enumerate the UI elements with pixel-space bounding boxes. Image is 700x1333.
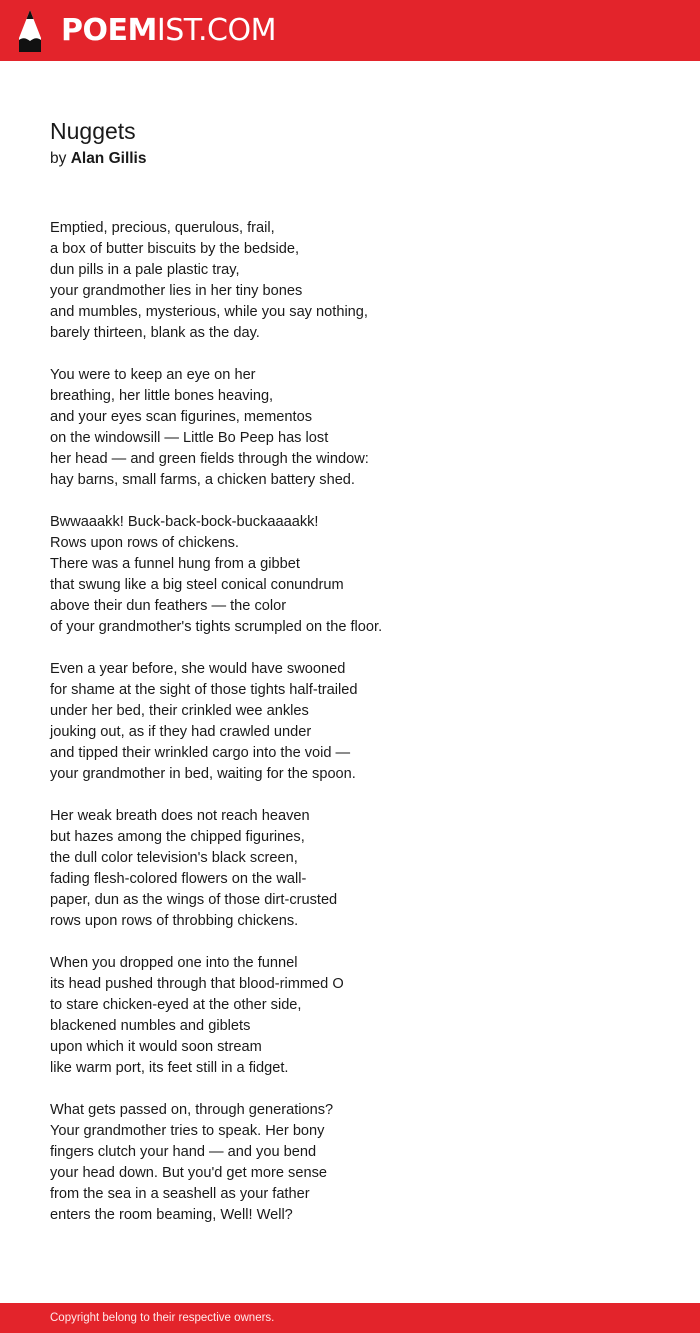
poem-line: from the sea in a seashell as your father <box>50 1186 310 1202</box>
poem-line: dun pills in a pale plastic tray, <box>50 262 240 278</box>
site-brand-name <box>61 13 276 48</box>
poem-line: but hazes among the chipped figurines, <box>50 829 305 845</box>
poem-stanza <box>50 953 670 1079</box>
poem-line: your head down. But you'd get more sense <box>50 1165 327 1181</box>
poem-line: and tipped their wrinkled cargo into the void — <box>50 745 355 761</box>
poem-line: and mumbles, mysterious, while you say nothing, <box>50 304 368 320</box>
poem-line: of your grandmother's tights scrumpled on the floor. <box>50 619 383 635</box>
poem-line: paper, dun as the wings of those dirt-crusted <box>50 892 338 908</box>
poem-line: her head — and green fields through the window: <box>50 451 369 467</box>
poem-line: barely thirteen, blank as the day. <box>50 325 260 341</box>
poem-line: There was a funnel hung from a gibbet <box>50 556 300 572</box>
pencil-logo-icon <box>17 9 43 53</box>
poem-line: Even a year before, she would have swooned <box>50 661 346 677</box>
poem-line: You were to keep an eye on her <box>50 367 256 383</box>
site-logo-link[interactable] <box>17 8 276 54</box>
poem-byline <box>50 148 147 170</box>
poem-line: to stare chicken-eyed at the other side, <box>50 997 302 1013</box>
poem-line: your grandmother in bed, waiting for the spoon. <box>50 766 356 782</box>
site-header <box>0 0 700 61</box>
poem-line: fingers clutch your hand — and you bend <box>50 1144 317 1160</box>
poem-line: jouking out, as if they had crawled under <box>50 724 312 740</box>
poem-line: enters the room beaming, Well! Well? <box>50 1207 293 1223</box>
poem-line: blackened numbles and giblets <box>50 1018 251 1034</box>
poem-line: When you dropped one into the funnel <box>50 955 298 971</box>
poem-body <box>50 218 670 1247</box>
poem-stanza <box>50 1100 670 1226</box>
poem-line: What gets passed on, through generations? <box>50 1102 334 1118</box>
poem-stanza <box>50 365 670 491</box>
poem-line: Rows upon rows of chickens. <box>50 535 239 551</box>
poem-line: Bwwaaakk! Buck-back-bock-buckaaaakk! <box>50 514 319 530</box>
poem-line: its head pushed through that blood-rimmed O <box>50 976 344 992</box>
brand-light-part: IST.COM <box>156 13 276 48</box>
poem-author[interactable]: Alan Gillis <box>70 150 147 167</box>
poem-line: your grandmother lies in her tiny bones <box>50 283 303 299</box>
brand-bold-part: POEM <box>61 13 157 48</box>
poem-line: for shame at the sight of those tights half-trailed <box>50 682 358 698</box>
poem-stanza <box>50 218 670 344</box>
poem-stanza <box>50 806 670 932</box>
site-footer <box>0 1303 700 1333</box>
poem-line: Your grandmother tries to speak. Her bony <box>50 1123 325 1139</box>
poem-line: under her bed, their crinkled wee ankles <box>50 703 309 719</box>
poem-line: that swung like a big steel conical conundrum <box>50 577 344 593</box>
poem-line: Emptied, precious, querulous, frail, <box>50 220 275 236</box>
poem-stanza <box>50 659 670 785</box>
poem-line: upon which it would soon stream <box>50 1039 262 1055</box>
poem-line: on the windowsill — Little Bo Peep has lost <box>50 430 329 446</box>
poem-line: and your eyes scan figurines, mementos <box>50 409 313 425</box>
poem-line: fading flesh-colored flowers on the wall- <box>50 871 307 887</box>
poem-line: like warm port, its feet still in a fidget. <box>50 1060 289 1076</box>
poem-stanza <box>50 512 670 638</box>
poem-line: Her weak breath does not reach heaven <box>50 808 310 824</box>
poem-line: rows upon rows of throbbing chickens. <box>50 913 299 929</box>
footer-copyright: Copyright belong to their respective owners. <box>50 1312 275 1324</box>
poem-line: a box of butter biscuits by the bedside, <box>50 241 300 257</box>
poem-line: above their dun feathers — the color <box>50 598 287 614</box>
poem-title: Nuggets <box>50 118 136 144</box>
poem-line: the dull color television's black screen, <box>50 850 298 866</box>
poem-line: hay barns, small farms, a chicken battery shed. <box>50 472 355 488</box>
poem-line: breathing, her little bones heaving, <box>50 388 274 404</box>
by-label: by <box>50 150 67 167</box>
